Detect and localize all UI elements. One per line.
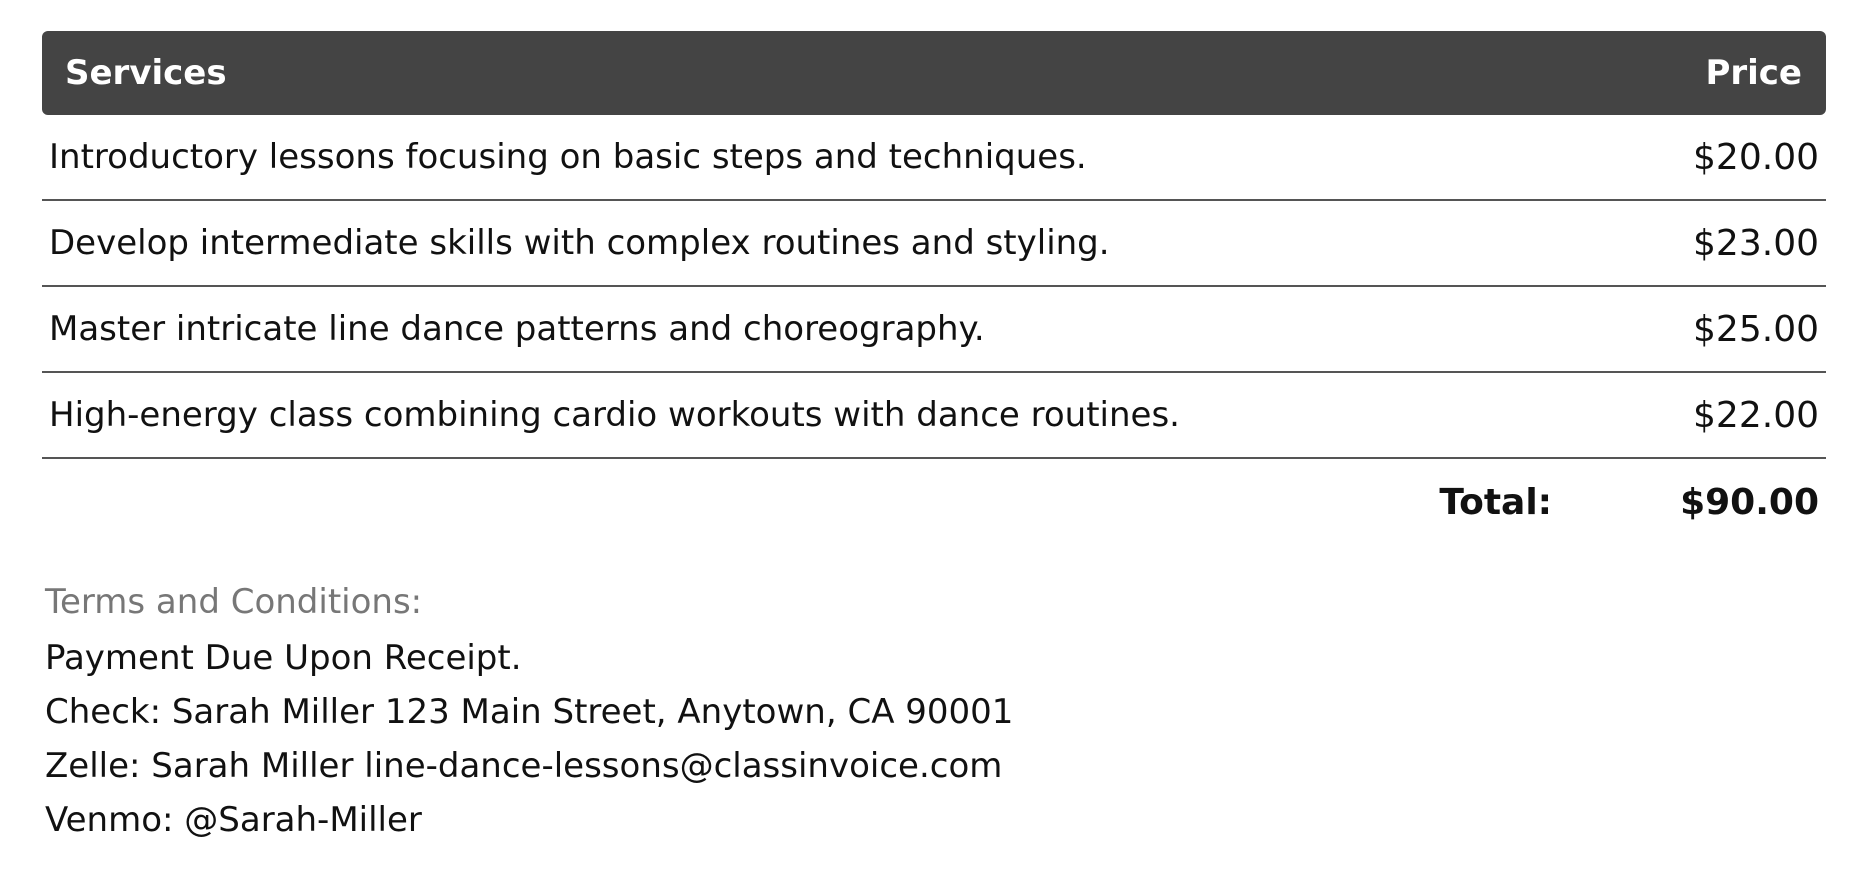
table-row	[42, 373, 1826, 459]
price-column-header: Price	[1705, 53, 1802, 93]
total-label: Total:	[1439, 481, 1553, 523]
service-price: $22.00	[1693, 394, 1819, 436]
table-row	[42, 201, 1826, 287]
payment-due-line: Payment Due Upon Receipt.	[45, 638, 522, 678]
table-header	[42, 31, 1826, 115]
service-description: Introductory lessons focusing on basic steps and techniques.	[49, 137, 1087, 177]
service-description: Develop intermediate skills with complex routines and styling.	[49, 223, 1110, 263]
check-payment-line: Check: Sarah Miller 123 Main Street, Anytown, CA 90001	[45, 692, 1014, 732]
total-value: $90.00	[1680, 481, 1819, 523]
terms-section	[45, 582, 1013, 854]
table-row	[42, 115, 1826, 201]
terms-heading: Terms and Conditions:	[45, 582, 423, 622]
table-row	[42, 287, 1826, 373]
services-column-header: Services	[65, 53, 227, 93]
service-description: High-energy class combining cardio workouts with dance routines.	[49, 395, 1180, 435]
services-table	[42, 31, 1826, 545]
venmo-payment-line: Venmo: @Sarah-Miller	[45, 800, 422, 840]
zelle-payment-line: Zelle: Sarah Miller line-dance-lessons@classinvoice.com	[45, 746, 1003, 786]
service-price: $23.00	[1693, 222, 1819, 264]
service-price: $20.00	[1693, 136, 1819, 178]
service-price: $25.00	[1693, 308, 1819, 350]
total-row	[42, 459, 1826, 545]
service-description: Master intricate line dance patterns and choreography.	[49, 309, 985, 349]
